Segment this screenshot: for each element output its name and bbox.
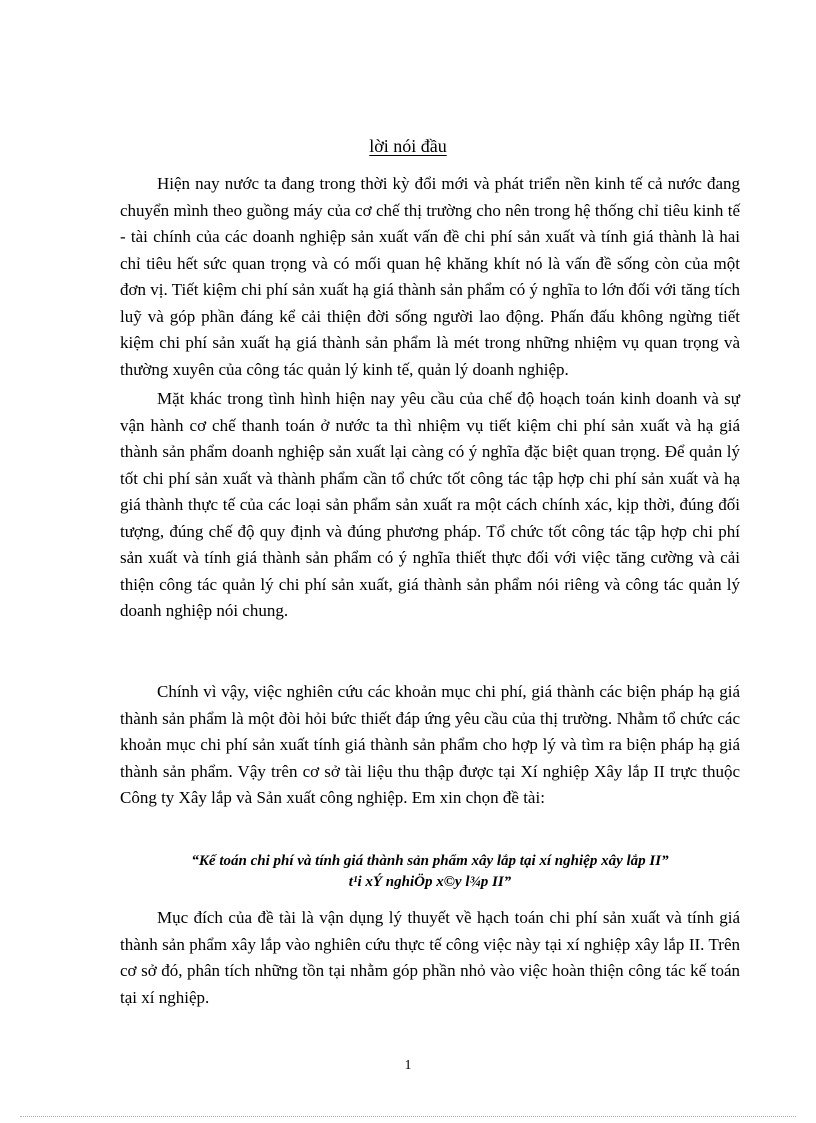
paragraph-1: Hiện nay nước ta đang trong thời kỳ đổi mới và phát triển nền kinh tế cả nước đang chuyển mình theo guồng máy của cơ chế thị trường cho nên trong hệ thống chỉ tiêu kinh tế - tài chính của các doanh nghiệp sản xuất vấn đề chi phí sản xuất và tính giá thành là hai chỉ tiêu hết sức quan trọng và có mối quan hệ khăng khít nó là vấn đề sống còn của một đơn vị. Tiết kiệm chi phí sản xuất hạ giá thành sản phẩm có ý nghĩa to lớn đối với tăng tích luỹ và góp phần đáng kể cải thiện đời sống người lao động. Phấn đấu không ngừng tiết kiệm chi phí sản xuất hạ giá thành sản phẩm là mét trong những nhiệm vụ quan trọng và thường xuyên của công tác quản lý kinh tế, quản lý doanh nghiệp.: [120, 174, 740, 379]
paragraph-2: Mặt khác trong tình hình hiện nay yêu cầu của chế độ hoạch toán kinh doanh và sự vận hành cơ chế thanh toán ở nước ta thì nhiệm vụ tiết kiệm chi phí sản xuất và hạ giá thành sản phẩm doanh nghiệp sản xuất lại càng có ý nghĩa đặc biệt quan trọng. Để quản lý tốt chi phí sản xuất và thành phẩm cần tổ chức tốt công tác tập hợp chi phí sản xuất và hạ giá thành thực tế của các loại sản phẩm sản xuất ra một cách chính xác, kịp thời, đúng đối tượng, đúng chế độ quy định và đúng phương pháp. Tổ chức tốt công tác tập hợp chi phí sản xuất và tính giá thành sản phẩm có ý nghĩa thiết thực đối với việc tăng cường và cải thiện công tác quản lý chi phí sản xuất, giá thành sản phẩm nói riêng và công tác quản lý doanh nghiệp nói chung.: [120, 389, 740, 620]
paragraph-3: Chính vì vậy, việc nghiên cứu các khoản mục chi phí, giá thành các biện pháp hạ giá thành sản phẩm là một đòi hỏi bức thiết đáp ứng yêu cầu của thị trường. Nhằm tổ chức các khoản mục chi phí sản xuất tính giá thành sản phẩm cho hợp lý và tìm ra biện pháp hạ giá thành sản phẩm. Vậy trên cơ sở tài liệu thu thập được tại Xí nghiệp Xây lắp II trực thuộc Công ty Xây lắp và Sản xuất công nghiệp. Em xin chọn đề tài:: [120, 682, 740, 807]
page-title: lời nói đầu: [369, 136, 447, 156]
footer-divider: [20, 1116, 796, 1117]
topic-title-line-1: “Kế toán chi phí và tính giá thành sản phẩm xây lắp tại xí nghiệp xây lắp II”: [191, 853, 669, 869]
topic-title-line-2: t¹i xÝ nghiÖp x©y l¾p II”: [348, 874, 512, 890]
paragraph-4: Mục đích của đề tài là vận dụng lý thuyết về hạch toán chi phí sản xuất và tính giá thành sản phẩm xây lắp vào nghiên cứu thực tế công việc này tại xí nghiệp xây lắp II. Trên cơ sở đó, phân tích những tồn tại nhằm góp phần nhỏ vào việc hoàn thiện công tác kế toán tại xí nghiệp.: [120, 908, 740, 1007]
page-number: 1: [404, 1058, 412, 1073]
